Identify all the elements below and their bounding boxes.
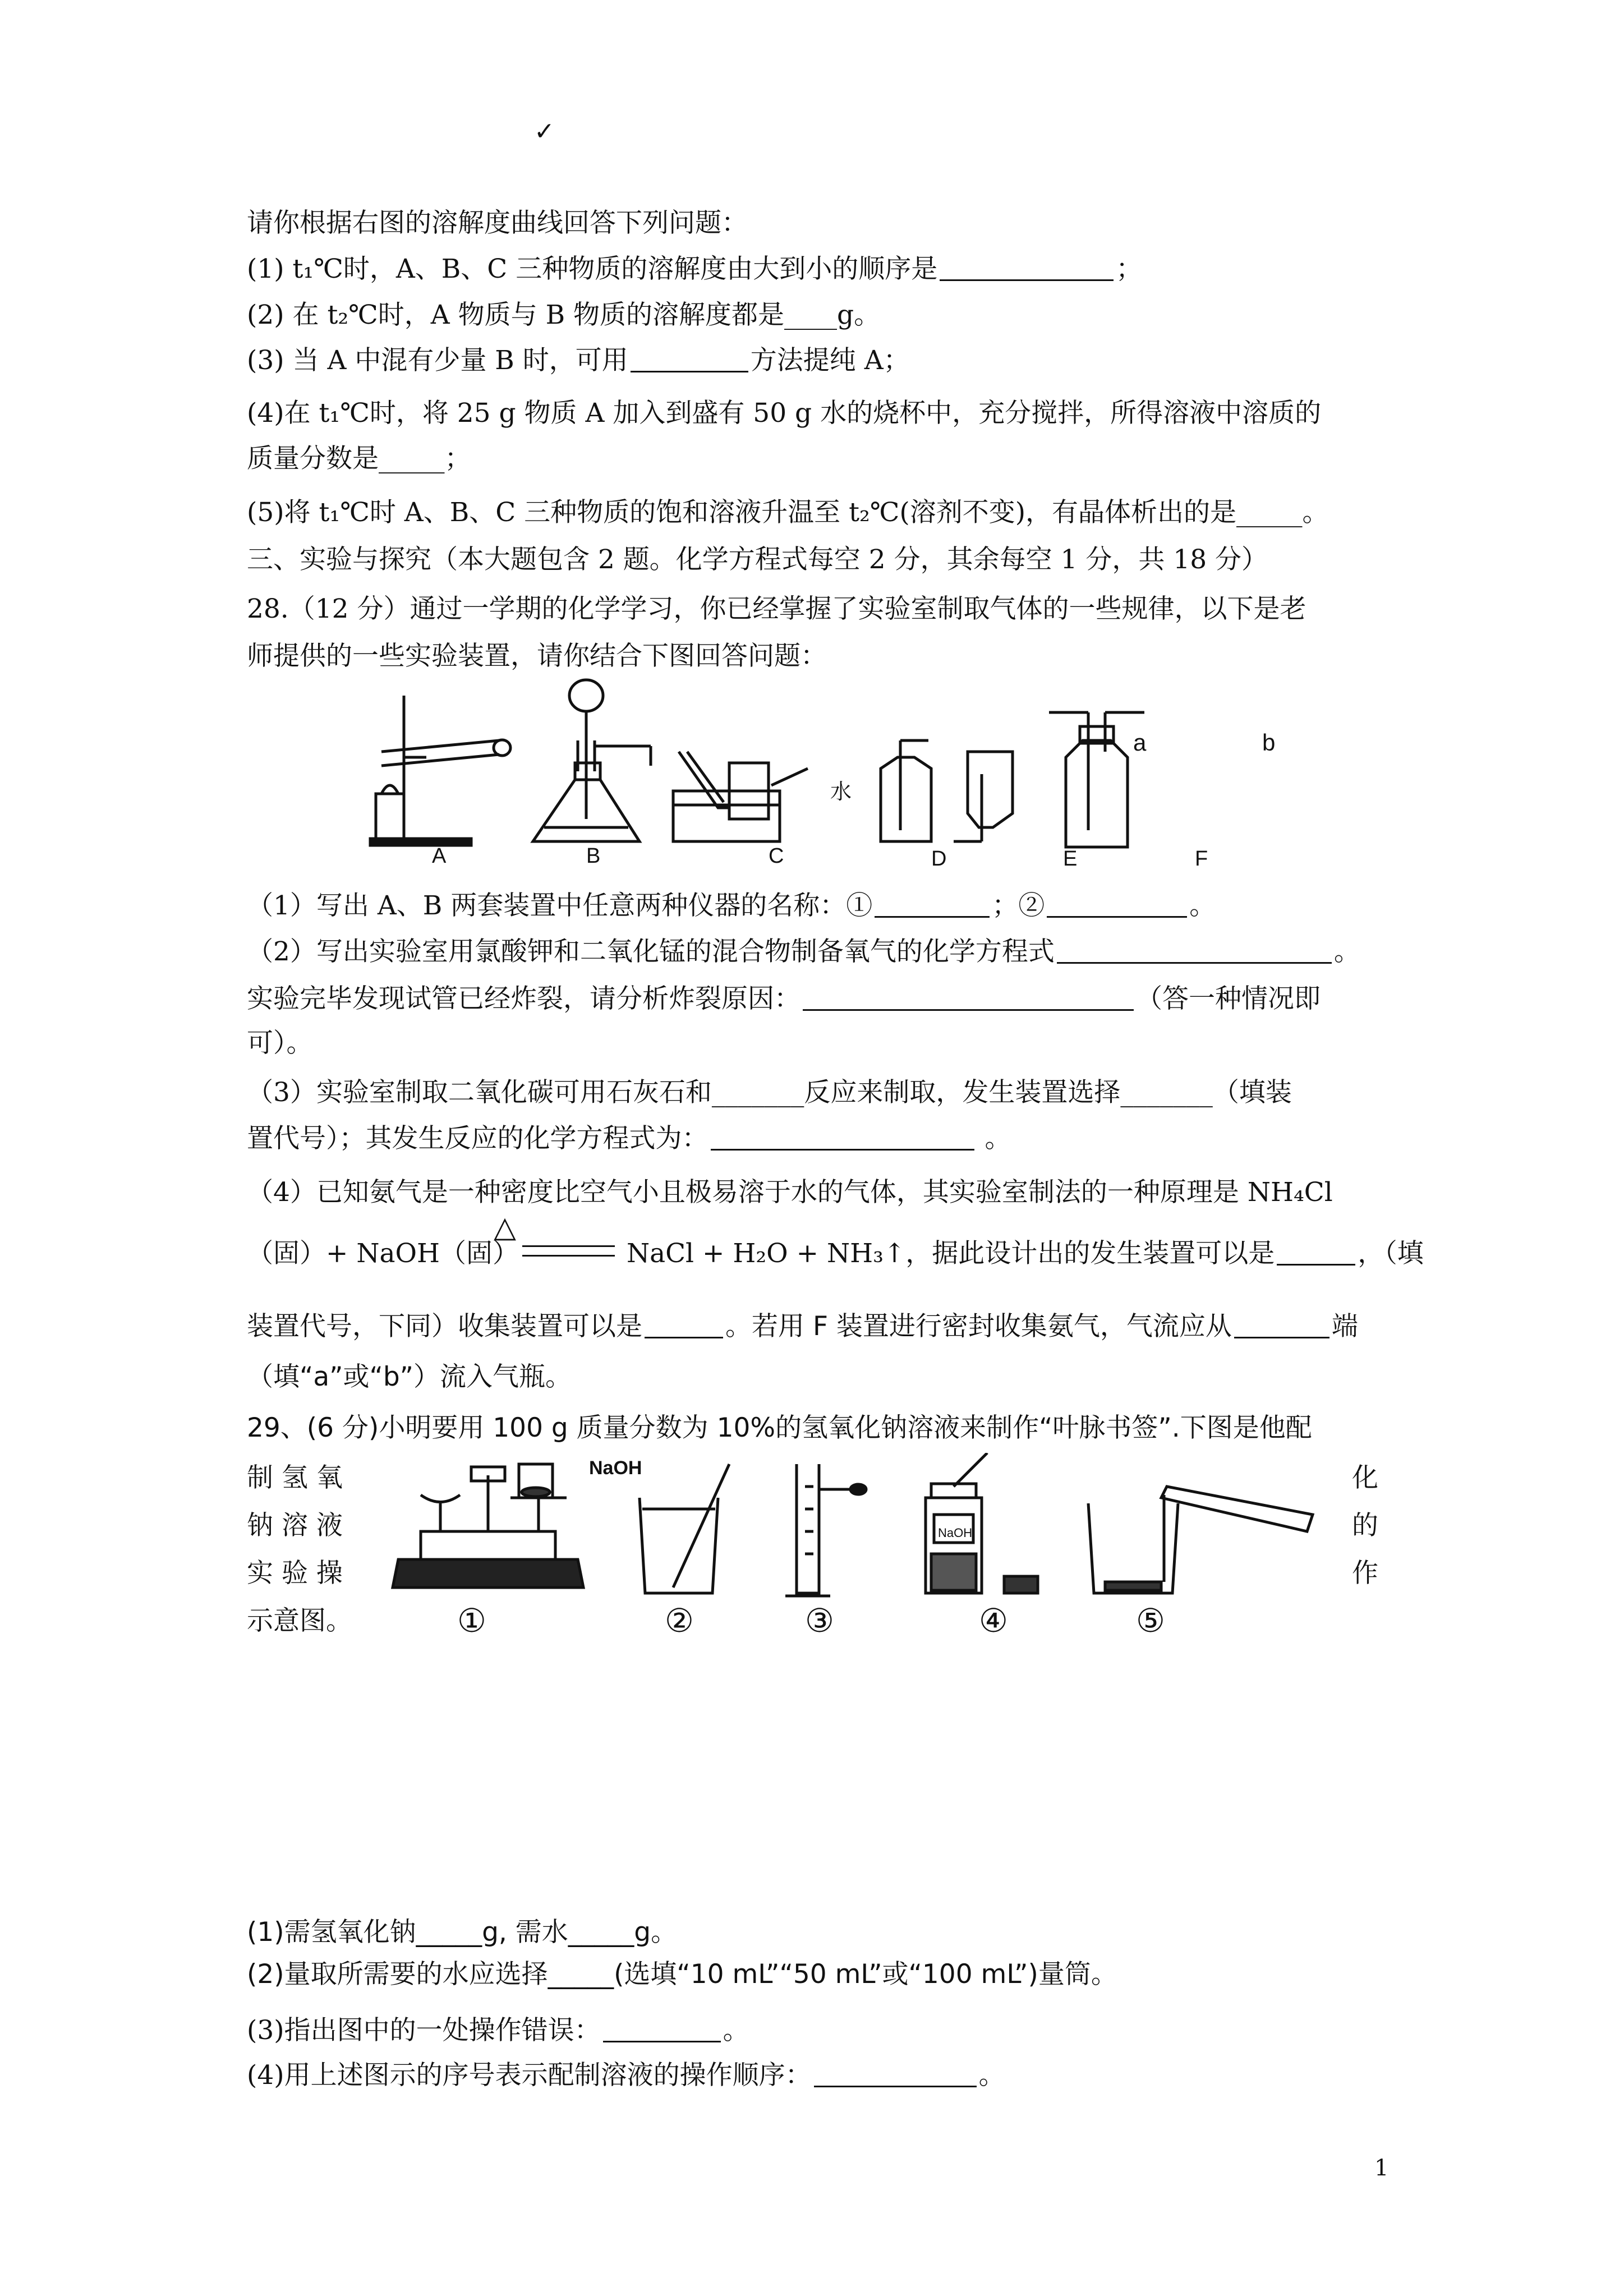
step-1: ① bbox=[457, 1603, 486, 1639]
q28-part4-fill: ，（填 bbox=[1358, 1238, 1424, 1269]
q28-part2-line2 bbox=[247, 982, 1321, 1016]
q27-part2: (2) 在 t₂℃时，A 物质与 B 物质的溶解度都是____g。 bbox=[247, 300, 881, 330]
q27-part4-line2: 质量分数是_____； bbox=[247, 443, 471, 474]
label-a: A bbox=[432, 844, 447, 868]
heating-triangle: △ bbox=[494, 1211, 516, 1244]
label-c: C bbox=[769, 844, 784, 868]
check-mark: ✓ bbox=[534, 117, 555, 146]
q28-part4-blank2[interactable] bbox=[645, 1312, 723, 1338]
q28-intro-line2: 师提供的一些实验装置，请你结合下图回答问题： bbox=[247, 641, 827, 671]
q28-part4-blank3[interactable] bbox=[1234, 1312, 1329, 1338]
q28-part4-line4: （填“a”或“b”）流入气瓶。 bbox=[247, 1361, 572, 1392]
q29-part4 bbox=[247, 2059, 1005, 2092]
q29-part3 bbox=[247, 2014, 749, 2047]
q29-part1: (1)需氢氧化钠_____g, 需水_____g。 bbox=[247, 1917, 678, 1948]
q29-part3-text: (3)指出图中的一处操作错误： bbox=[247, 2015, 601, 2046]
label-d: D bbox=[931, 847, 947, 871]
apparatus-figure bbox=[359, 673, 1290, 875]
apparatus-e bbox=[954, 752, 1013, 841]
q27-part1-end: ； bbox=[1116, 254, 1143, 284]
balance-scale bbox=[393, 1464, 583, 1588]
q29-left-text-3: 实 验 操 bbox=[247, 1558, 343, 1589]
beaker-pouring bbox=[1088, 1487, 1313, 1593]
graduated-cylinder bbox=[785, 1464, 866, 1596]
naoh-label: NaOH bbox=[589, 1457, 642, 1479]
q28-part2-end: 。 bbox=[1333, 936, 1360, 967]
q28-part1-text: （1）写出 A、B 两套装置中任意两种仪器的名称：① bbox=[247, 890, 873, 921]
q29-right-text-1: 化 bbox=[1352, 1462, 1378, 1493]
q29-part4-end: 。 bbox=[978, 2060, 1005, 2091]
q29-right-text-3: 作 bbox=[1352, 1558, 1378, 1589]
q28-part1-blank1[interactable] bbox=[875, 891, 990, 918]
q28-part2-line3: 可）。 bbox=[247, 1028, 313, 1059]
q28-part4-flow: 。若用 F 装置进行密封收集氨气，气流应从 bbox=[725, 1311, 1232, 1342]
port-a-label: a bbox=[1133, 729, 1147, 756]
section-3-heading: 三、实验与探究（本大题包含 2 题。化学方程式每空 2 分，其余每空 1 分，共 18 分） bbox=[247, 544, 1268, 575]
solution-prep-figure bbox=[387, 1453, 1318, 1621]
q27-part3-end: 方法提纯 A； bbox=[750, 345, 910, 376]
water-label: 水 bbox=[830, 780, 852, 804]
q28-part4-line1: （4）已知氨气是一种密度比空气小且极易溶于水的气体，其实验室制法的一种原理是 NH₄Cl bbox=[247, 1177, 1333, 1208]
q28-part4-end: 端 bbox=[1331, 1311, 1358, 1342]
q27-part1-blank[interactable] bbox=[940, 255, 1114, 281]
q28-part3-line2 bbox=[247, 1122, 1011, 1156]
q28-part4-blank1[interactable] bbox=[1277, 1239, 1355, 1266]
q29-intro: 29、(6 分)小明要用 100 g 质量分数为 10%的氢氧化钠溶液来制作“叶脉书签”.下图是他配 bbox=[247, 1412, 1312, 1443]
q27-part3-blank[interactable] bbox=[631, 346, 748, 372]
q29-part3-end: 。 bbox=[723, 2015, 749, 2046]
q28-part2-note: （答一种情况即 bbox=[1136, 983, 1321, 1014]
q28-part2-reason: 实验完毕发现试管已经炸裂，请分析炸裂原因： bbox=[247, 983, 801, 1014]
q28-part3-text: 置代号）；其发生反应的化学方程式为： bbox=[247, 1123, 709, 1154]
port-b-label: b bbox=[1262, 729, 1276, 756]
label-f: F bbox=[1195, 847, 1208, 871]
step-5: ⑤ bbox=[1136, 1603, 1165, 1639]
label-b: B bbox=[586, 844, 601, 868]
q27-intro: 请你根据右图的溶解度曲线回答下列问题： bbox=[247, 208, 748, 238]
q28-part3-end: 。 bbox=[976, 1123, 1011, 1154]
q28-part1-sep: ；② bbox=[992, 890, 1045, 921]
apparatus-b bbox=[533, 680, 651, 841]
step-4: ④ bbox=[979, 1603, 1008, 1639]
q29-part4-text: (4)用上述图示的序号表示配制溶液的操作顺序： bbox=[247, 2060, 812, 2091]
apparatus-d bbox=[881, 740, 931, 841]
q27-part1 bbox=[247, 252, 1142, 286]
q28-part1-end: 。 bbox=[1189, 890, 1216, 921]
q29-part4-blank[interactable] bbox=[814, 2061, 977, 2087]
q28-part2-line1 bbox=[247, 935, 1360, 969]
apparatus-a bbox=[370, 696, 510, 845]
step-3: ③ bbox=[805, 1603, 834, 1639]
q27-part4-line1: (4)在 t₁℃时，将 25 g 物质 A 加入到盛有 50 g 水的烧杯中，充分搅拌，所得溶液中溶质的 bbox=[247, 398, 1322, 429]
beaker-stirring bbox=[640, 1464, 729, 1593]
reaction-equals-sign bbox=[522, 1245, 615, 1257]
q27-part5: (5)将 t₁℃时 A、B、C 三种物质的饱和溶液升温至 t₂℃(溶剂不变)，有晶体析出的是_____。 bbox=[247, 497, 1329, 528]
page-number: 1 bbox=[1374, 2155, 1389, 2181]
q27-part3-text: (3) 当 A 中混有少量 B 时，可用 bbox=[247, 345, 628, 376]
q28-intro-line1: 28.（12 分）通过一学期的化学学习，你已经掌握了实验室制取气体的一些规律，以下是老 bbox=[247, 593, 1306, 624]
q29-part3-blank[interactable] bbox=[603, 2016, 721, 2042]
q28-part4-reactants: （固）+ NaOH（固） bbox=[247, 1238, 519, 1269]
q27-part3 bbox=[247, 344, 910, 378]
q28-part2-blank1[interactable] bbox=[1057, 937, 1332, 964]
q28-part2-blank2[interactable] bbox=[803, 984, 1134, 1011]
apparatus-c bbox=[673, 752, 808, 841]
q29-left-text-4: 示意图。 bbox=[247, 1605, 352, 1636]
q28-part3-blank[interactable] bbox=[711, 1124, 974, 1151]
q29-left-text-1: 制 氢 氧 bbox=[247, 1462, 343, 1493]
q28-part4-line3 bbox=[247, 1310, 1358, 1343]
q28-part1 bbox=[247, 889, 1216, 923]
q29-left-text-2: 钠 溶 液 bbox=[247, 1510, 343, 1541]
naoh-jar-label: NaOH bbox=[938, 1526, 973, 1540]
q29-right-text-2: 的 bbox=[1352, 1510, 1378, 1541]
q28-part4-collect: 装置代号，下同）收集装置可以是 bbox=[247, 1311, 642, 1342]
label-e: E bbox=[1063, 847, 1078, 871]
apparatus-f bbox=[1049, 712, 1147, 847]
step-2: ② bbox=[665, 1603, 694, 1639]
q28-part1-blank2[interactable] bbox=[1047, 891, 1187, 918]
q28-part2-text: （2）写出实验室用氯酸钾和二氧化锰的混合物制备氧气的化学方程式 bbox=[247, 936, 1055, 967]
q28-part4-line2 bbox=[247, 1237, 1424, 1271]
naoh-jar bbox=[926, 1453, 1038, 1593]
q28-part3-line1: （3）实验室制取二氧化碳可用石灰石和_______反应来制取，发生装置选择_______（填装 bbox=[247, 1077, 1292, 1108]
q29-part2: (2)量取所需要的水应选择_____(选填“10 mL”“50 mL”或“100 mL”)量筒。 bbox=[247, 1959, 1117, 1990]
q28-part4-products: NaCl + H₂O + NH₃↑，据此设计出的发生装置可以是 bbox=[618, 1238, 1275, 1269]
q27-part1-text: (1) t₁℃时，A、B、C 三种物质的溶解度由大到小的顺序是 bbox=[247, 254, 938, 284]
